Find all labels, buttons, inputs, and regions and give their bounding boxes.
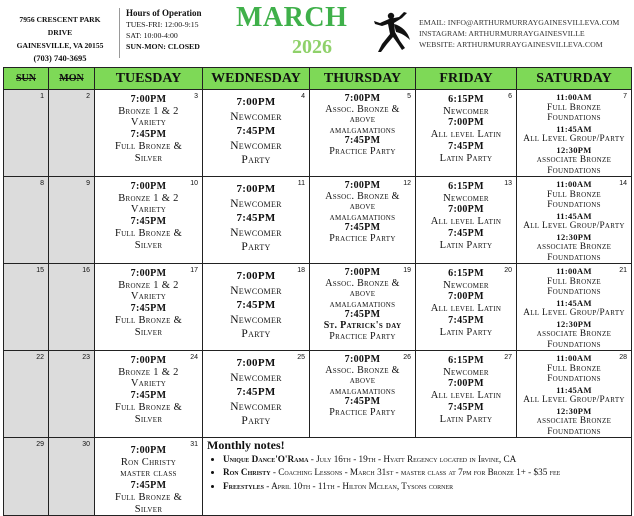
event-label: All level Latin bbox=[430, 129, 502, 141]
day-number: 16 bbox=[82, 267, 90, 274]
event-label: Foundations bbox=[547, 339, 601, 350]
event-label: Silver bbox=[134, 152, 163, 164]
event-label: Newcomer bbox=[230, 313, 282, 326]
event-label: Foundations bbox=[547, 252, 601, 263]
event-label: Bronze 1 & 2 bbox=[118, 366, 179, 378]
event-label: Foundations bbox=[547, 113, 601, 123]
note-item bbox=[223, 481, 627, 493]
event-time: 12:30PM bbox=[556, 144, 592, 155]
event-time: 7:00PM bbox=[344, 180, 381, 191]
day-number: 7 bbox=[623, 93, 627, 100]
event-time: 7:45PM bbox=[448, 227, 484, 239]
event-time: 7:45PM bbox=[344, 135, 381, 147]
divider bbox=[119, 8, 120, 58]
day-cell bbox=[203, 90, 310, 177]
day-cell bbox=[95, 438, 203, 516]
event-label: Bronze 1 & 2 bbox=[118, 105, 179, 117]
day-number: 14 bbox=[619, 180, 627, 187]
friday-events bbox=[416, 177, 516, 251]
day-number: 10 bbox=[190, 180, 198, 187]
day-cell bbox=[49, 90, 95, 177]
event-label: Practice Party bbox=[329, 145, 396, 157]
event-time: 7:00PM bbox=[448, 204, 484, 216]
contact-instagram: INSTAGRAM: ARTHURMURRAYGAINESVILLE bbox=[419, 29, 585, 38]
event-label: Practice Party bbox=[329, 330, 396, 342]
event-label: Assoc. Bronze & bbox=[325, 190, 400, 202]
event-time: 7:45PM bbox=[344, 222, 381, 234]
note-text: - July 16th - 19th - Hyatt Regency located in Irvine, CA bbox=[308, 453, 517, 464]
note-text: - Coaching Lessons - March 31st - master class at 7pm for Bronze 1+ - $35 fee bbox=[270, 467, 561, 477]
event-label: Foundations bbox=[547, 165, 601, 176]
event-label: Assoc. Bronze & bbox=[325, 364, 400, 376]
event-time: 7:45PM bbox=[344, 396, 381, 408]
event-label: Newcomer bbox=[230, 284, 282, 297]
calendar-grid bbox=[3, 67, 632, 516]
event-label: All level Latin bbox=[430, 303, 502, 315]
event-label: Newcomer bbox=[443, 366, 489, 378]
event-time: 11:45AM bbox=[556, 384, 592, 395]
friday-events bbox=[416, 351, 516, 425]
event-label: Latin Party bbox=[439, 413, 493, 425]
saturday-events bbox=[517, 90, 631, 176]
day-cell bbox=[203, 177, 310, 264]
contact-info bbox=[419, 17, 619, 50]
day-header-sat: SATURDAY bbox=[517, 68, 632, 90]
event-time: 7:45PM bbox=[130, 216, 167, 228]
event-time: 11:45AM bbox=[556, 123, 592, 134]
thursday-events bbox=[310, 90, 415, 158]
event-time: 7:00PM bbox=[448, 291, 484, 303]
day-cell bbox=[310, 90, 416, 177]
event-time: 7:45PM bbox=[344, 309, 381, 321]
note-item bbox=[223, 454, 627, 466]
event-time: 7:00PM bbox=[130, 94, 167, 105]
event-time: 7:00PM bbox=[130, 445, 167, 456]
event-time: 6:15PM bbox=[448, 355, 484, 366]
monthly-notes bbox=[203, 438, 631, 496]
event-time: 7:45PM bbox=[236, 299, 276, 312]
day-header-thu: THURSDAY bbox=[310, 68, 416, 90]
event-label: Newcomer bbox=[230, 226, 282, 239]
day-cell bbox=[517, 264, 632, 351]
event-label: Foundations bbox=[547, 374, 601, 384]
event-time: 7:00PM bbox=[130, 355, 167, 366]
tuesday-31-events bbox=[95, 438, 202, 515]
week-row bbox=[4, 177, 632, 264]
event-time: 7:45PM bbox=[130, 303, 167, 315]
event-label: Variety bbox=[130, 378, 167, 390]
event-label: above bbox=[349, 201, 376, 213]
day-cell bbox=[95, 90, 203, 177]
event-label: All level Latin bbox=[430, 390, 502, 402]
day-cell bbox=[416, 351, 517, 438]
contact-email: EMAIL: INFO@ARTHURMURRAYGAINESVILLEVA.COM bbox=[419, 18, 620, 27]
tuesday-events bbox=[95, 177, 202, 251]
event-label: Party bbox=[241, 241, 271, 254]
event-label: associate Bronze bbox=[536, 155, 612, 165]
day-number: 23 bbox=[82, 354, 90, 361]
hours-saturday: SAT: 10:00-4:00 bbox=[126, 31, 178, 40]
hours-weekday: TUES-FRI: 12:00-9:15 bbox=[126, 20, 199, 29]
event-special: St. Patrick's day bbox=[323, 319, 402, 331]
day-number: 19 bbox=[403, 267, 411, 274]
event-label: Newcomer bbox=[230, 197, 282, 210]
day-cell bbox=[4, 351, 49, 438]
wednesday-events bbox=[203, 177, 309, 255]
dancers-logo-icon bbox=[372, 10, 412, 54]
event-label: Assoc. Bronze & bbox=[325, 103, 400, 115]
day-cell bbox=[95, 177, 203, 264]
day-number: 17 bbox=[190, 267, 198, 274]
event-time: 7:45PM bbox=[448, 140, 484, 152]
event-label: Full Bronze & bbox=[114, 227, 183, 239]
event-label: associate Bronze bbox=[536, 242, 612, 252]
wednesday-events bbox=[203, 351, 309, 429]
notes-title: Monthly notes! bbox=[207, 438, 285, 452]
day-number: 28 bbox=[619, 354, 627, 361]
event-label: master class bbox=[120, 468, 177, 480]
event-label: Full Bronze & bbox=[114, 401, 183, 413]
day-cell bbox=[95, 264, 203, 351]
saturday-events bbox=[517, 264, 631, 350]
day-number: 6 bbox=[508, 93, 512, 100]
event-label: Silver bbox=[134, 503, 163, 515]
notes-list bbox=[207, 454, 627, 493]
day-header-fri: FRIDAY bbox=[416, 68, 517, 90]
day-cell bbox=[416, 90, 517, 177]
week-row bbox=[4, 351, 632, 438]
event-time: 7:00PM bbox=[130, 181, 167, 192]
event-label: Newcomer bbox=[443, 279, 489, 291]
event-label: Variety bbox=[130, 117, 167, 129]
event-time: 7:45PM bbox=[130, 129, 167, 141]
week-row bbox=[4, 90, 632, 177]
day-number: 4 bbox=[301, 93, 305, 100]
saturday-events bbox=[517, 351, 631, 437]
event-label: Newcomer bbox=[230, 400, 282, 413]
event-label: All Level Group/Party bbox=[523, 395, 625, 405]
saturday-events bbox=[517, 177, 631, 263]
hours-closed: SUN-MON: CLOSED bbox=[126, 42, 200, 51]
day-number: 15 bbox=[36, 267, 44, 274]
tuesday-events bbox=[95, 90, 202, 164]
day-cell bbox=[4, 177, 49, 264]
day-number: 11 bbox=[297, 180, 305, 187]
event-label: Silver bbox=[134, 413, 163, 425]
hours-title: Hours of Operation bbox=[126, 8, 202, 18]
event-time: 12:30PM bbox=[556, 318, 592, 329]
day-header-tue: TUESDAY bbox=[95, 68, 203, 90]
event-label: Full Bronze & bbox=[114, 314, 183, 326]
event-label: associate Bronze bbox=[536, 416, 612, 426]
event-time: 7:00PM bbox=[236, 96, 276, 108]
event-label: Party bbox=[241, 154, 271, 167]
note-item bbox=[223, 467, 627, 479]
event-label: amalgamations bbox=[329, 385, 396, 397]
event-time: 11:45AM bbox=[556, 210, 592, 221]
day-cell bbox=[4, 438, 49, 516]
day-number: 24 bbox=[190, 354, 198, 361]
event-label: Full Bronze bbox=[547, 276, 601, 287]
event-time: 7:00PM bbox=[344, 93, 381, 104]
day-cell bbox=[203, 351, 310, 438]
day-number: 13 bbox=[504, 180, 512, 187]
event-label: Variety bbox=[130, 204, 167, 216]
day-cell bbox=[49, 351, 95, 438]
event-label: Newcomer bbox=[443, 192, 489, 204]
friday-events bbox=[416, 264, 516, 338]
event-label: Silver bbox=[134, 239, 163, 251]
day-number: 9 bbox=[86, 180, 90, 187]
event-time: 7:45PM bbox=[236, 386, 276, 399]
day-number: 21 bbox=[619, 267, 627, 274]
event-time: 7:45PM bbox=[130, 480, 167, 492]
event-label: All Level Group/Party bbox=[523, 134, 625, 144]
event-time: 6:15PM bbox=[448, 268, 484, 279]
event-time: 11:45AM bbox=[556, 297, 592, 308]
event-label: All Level Group/Party bbox=[523, 308, 625, 318]
event-label: amalgamations bbox=[329, 298, 396, 310]
event-label: Newcomer bbox=[443, 105, 489, 117]
event-label: Silver bbox=[134, 326, 163, 338]
event-label: Full Bronze & bbox=[114, 491, 183, 503]
event-label: above bbox=[349, 288, 376, 300]
event-label: Foundations bbox=[547, 200, 601, 210]
thursday-events bbox=[310, 177, 415, 245]
event-time: 7:45PM bbox=[236, 125, 276, 138]
studio-address bbox=[7, 13, 113, 65]
event-label: Practice Party bbox=[329, 406, 396, 418]
event-time: 7:00PM bbox=[448, 117, 484, 129]
event-label: Assoc. Bronze & bbox=[325, 277, 400, 289]
event-time: 6:15PM bbox=[448, 181, 484, 192]
day-header-mon: MON bbox=[49, 68, 95, 90]
event-label: Party bbox=[241, 415, 271, 428]
phone-number: (703) 740-3695 bbox=[33, 53, 87, 63]
day-number: 20 bbox=[504, 267, 512, 274]
calendar-header bbox=[0, 0, 634, 66]
week-row bbox=[4, 264, 632, 351]
event-time: 6:15PM bbox=[448, 94, 484, 105]
event-label: Ron Christy bbox=[120, 456, 177, 468]
tuesday-events bbox=[95, 264, 202, 338]
event-label: Full Bronze & bbox=[114, 140, 183, 152]
day-number: 26 bbox=[403, 354, 411, 361]
tuesday-events bbox=[95, 351, 202, 425]
day-cell bbox=[310, 351, 416, 438]
event-label: Newcomer bbox=[230, 110, 282, 123]
event-label: All Level Group/Party bbox=[523, 221, 625, 231]
event-label: Newcomer bbox=[230, 139, 282, 152]
contact-website: WEBSITE: ARTHURMURRAYGAINESVILLEVA.COM bbox=[419, 40, 603, 49]
event-label: amalgamations bbox=[329, 211, 396, 223]
weekday-header-row bbox=[4, 68, 632, 90]
event-time: 12:30PM bbox=[556, 405, 592, 416]
day-number: 12 bbox=[403, 180, 411, 187]
year-title: 2026 bbox=[292, 36, 332, 58]
note-heading: Freestyles bbox=[223, 480, 264, 491]
event-label: Bronze 1 & 2 bbox=[118, 192, 179, 204]
event-time: 12:30PM bbox=[556, 231, 592, 242]
note-heading: Unique Dance'O'Rama bbox=[223, 453, 309, 464]
note-text: - April 10th - 11th - Hilton Mclean, Tysons corner bbox=[263, 480, 454, 491]
day-cell bbox=[517, 177, 632, 264]
friday-events bbox=[416, 90, 516, 164]
day-number: 1 bbox=[40, 93, 44, 100]
thursday-events bbox=[310, 351, 415, 419]
address-line-2: GAINESVILLE, VA 20155 bbox=[16, 41, 104, 50]
day-cell bbox=[49, 177, 95, 264]
event-time: 11:00AM bbox=[556, 266, 592, 276]
address-line-1: 7956 CRESCENT PARK DRIVE bbox=[19, 15, 101, 37]
event-time: 7:45PM bbox=[448, 314, 484, 326]
day-number: 3 bbox=[194, 93, 198, 100]
event-label: Latin Party bbox=[439, 239, 493, 251]
hours-of-operation bbox=[126, 8, 202, 52]
event-time: 7:00PM bbox=[236, 183, 276, 195]
event-label: Full Bronze bbox=[547, 363, 601, 374]
event-label: Latin Party bbox=[439, 326, 493, 338]
event-label: All level Latin bbox=[430, 216, 502, 228]
event-label: Foundations bbox=[547, 426, 601, 437]
event-label: Newcomer bbox=[230, 371, 282, 384]
day-cell bbox=[4, 264, 49, 351]
note-heading: Ron Christy bbox=[223, 467, 271, 477]
event-time: 7:00PM bbox=[236, 357, 276, 369]
day-number: 5 bbox=[407, 93, 411, 100]
event-label: Variety bbox=[130, 291, 167, 303]
day-number: 22 bbox=[36, 354, 44, 361]
event-time: 7:45PM bbox=[130, 390, 167, 402]
day-cell bbox=[517, 351, 632, 438]
event-label: above bbox=[349, 375, 376, 387]
event-label: Full Bronze bbox=[547, 189, 601, 200]
day-number: 25 bbox=[297, 354, 305, 361]
event-label: Foundations bbox=[547, 287, 601, 297]
day-number: 2 bbox=[86, 93, 90, 100]
event-time: 7:45PM bbox=[448, 401, 484, 413]
day-cell bbox=[49, 438, 95, 516]
notes-cell bbox=[203, 438, 632, 516]
day-cell bbox=[310, 264, 416, 351]
event-label: Bronze 1 & 2 bbox=[118, 279, 179, 291]
day-cell bbox=[517, 90, 632, 177]
event-time: 7:00PM bbox=[344, 354, 381, 365]
day-cell bbox=[310, 177, 416, 264]
event-time: 11:00AM bbox=[556, 92, 592, 102]
event-label: associate Bronze bbox=[536, 329, 612, 339]
day-cell bbox=[203, 264, 310, 351]
day-number: 8 bbox=[40, 180, 44, 187]
event-label: Practice Party bbox=[329, 232, 396, 244]
event-label: Party bbox=[241, 328, 271, 341]
day-number: 29 bbox=[36, 441, 44, 448]
day-number: 18 bbox=[297, 267, 305, 274]
month-title: MARCH bbox=[236, 2, 348, 33]
event-label: Full Bronze bbox=[547, 102, 601, 113]
event-label: amalgamations bbox=[329, 124, 396, 136]
day-cell bbox=[4, 90, 49, 177]
event-time: 7:45PM bbox=[236, 212, 276, 225]
day-cell bbox=[416, 264, 517, 351]
event-label: above bbox=[349, 114, 376, 126]
event-time: 7:00PM bbox=[130, 268, 167, 279]
day-header-wed: WEDNESDAY bbox=[203, 68, 310, 90]
thursday-events bbox=[310, 264, 415, 342]
day-header-sun: SUN bbox=[4, 68, 49, 90]
day-number: 27 bbox=[504, 354, 512, 361]
day-cell bbox=[49, 264, 95, 351]
event-time: 7:00PM bbox=[344, 267, 381, 278]
wednesday-events bbox=[203, 264, 309, 342]
day-cell bbox=[95, 351, 203, 438]
day-number: 30 bbox=[82, 441, 90, 448]
event-label: Latin Party bbox=[439, 152, 493, 164]
event-time: 11:00AM bbox=[556, 179, 592, 189]
day-cell bbox=[416, 177, 517, 264]
event-time: 11:00AM bbox=[556, 353, 592, 363]
week-row bbox=[4, 438, 632, 516]
event-time: 7:00PM bbox=[448, 378, 484, 390]
day-number: 31 bbox=[190, 441, 198, 448]
wednesday-events bbox=[203, 90, 309, 168]
event-time: 7:00PM bbox=[236, 270, 276, 282]
